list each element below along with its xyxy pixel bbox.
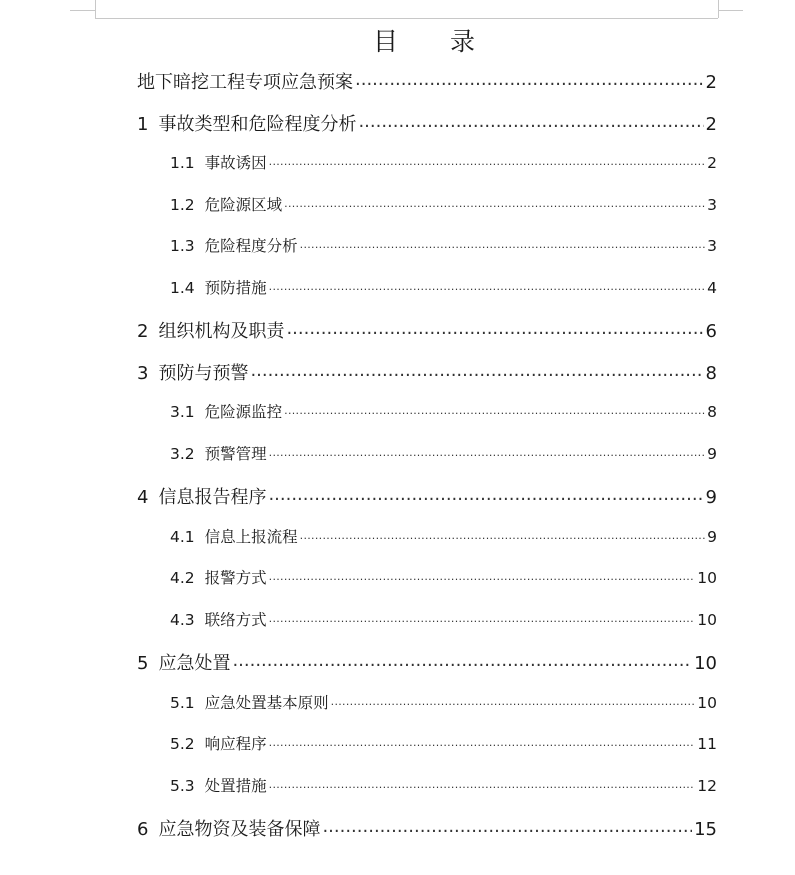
toc-entry-title: 应急物资及装备保障 [158,819,321,840]
toc-entry-title: 地下暗挖工程专项应急预案 [137,72,353,93]
toc-entry-page-number: 10 [697,610,717,629]
toc-dot-leader [300,526,705,542]
toc-entry-title: 事故类型和危险程度分析 [158,113,357,135]
toc-entry[interactable] [170,608,717,630]
toc-dot-leader [269,734,696,750]
page-crop-mark [718,0,719,18]
toc-entry-title: 预防与预警 [158,362,249,384]
toc-entry[interactable] [137,110,717,136]
toc-entry-page-number: 9 [705,487,717,508]
toc-entry[interactable] [170,691,717,713]
toc-entry[interactable] [170,400,717,422]
toc-entry-number: 5.2 [170,735,195,753]
toc-dot-leader [284,402,705,418]
page-crop-mark [718,10,743,11]
toc-entry-number: 5.1 [170,693,195,712]
toc-entry-number: 4.2 [170,569,195,587]
toc-entry[interactable] [137,815,717,841]
toc-entry-page-number: 2 [705,72,717,93]
toc-entry[interactable] [137,649,717,675]
toc-entry-number: 6 [137,819,149,840]
page-crop-mark [70,10,95,11]
toc-entry-page-number: 8 [707,403,717,421]
toc-entry[interactable] [170,774,717,796]
toc-entry-page-number: 9 [707,527,717,546]
toc-entry[interactable] [137,359,717,385]
toc-entry-page-number: 9 [707,444,717,463]
toc-entry[interactable] [170,276,717,298]
page-top-edge [95,18,718,19]
toc-entry-page-number: 11 [697,735,717,753]
toc-entry-page-number: 6 [705,321,717,342]
toc-entry-number: 1.2 [170,195,195,214]
toc-entry-page-number: 12 [697,776,717,795]
toc-entry[interactable] [170,151,717,173]
toc-entry[interactable] [170,525,717,547]
toc-entry-title: 组织机构及职责 [158,321,285,342]
toc-entry-page-number: 8 [705,362,717,384]
toc-entry-title: 事故诱因 [204,154,267,172]
toc-entry-title: 应急处置 [158,653,231,674]
toc-entry-number: 5.3 [170,776,195,795]
toc-dot-leader [269,568,696,584]
toc-dot-leader [331,692,696,708]
toc-entry-title: 处置措施 [204,776,267,795]
toc-entry[interactable] [137,68,717,94]
toc-entry-number: 2 [137,321,149,342]
toc-entry-number: 3.2 [170,444,195,463]
toc-entry-page-number: 10 [697,569,717,587]
toc-entry-number: 5 [137,653,149,674]
toc-entry-number: 3 [137,362,149,384]
toc-entry-number: 4.3 [170,610,195,629]
toc-dot-leader [250,361,703,379]
toc-entry[interactable] [170,193,717,215]
toc-entry-page-number: 3 [707,195,717,214]
toc-dot-leader [269,609,696,625]
toc-entry-title: 联络方式 [204,610,267,629]
toc-entry-page-number: 10 [697,693,717,712]
toc-dot-leader [358,112,703,130]
toc-dot-leader [286,319,703,337]
toc-entry-number: 4.1 [170,527,195,546]
toc-dot-leader [300,236,705,252]
toc-entry-title: 信息上报流程 [204,527,298,546]
toc-dot-leader [269,775,696,791]
toc-title: 目 录 [373,27,497,56]
toc-entry-number: 1.3 [170,237,195,255]
toc-entry[interactable] [137,483,717,509]
toc-entry-number: 3.1 [170,403,195,421]
toc-dot-leader [284,194,705,210]
toc-entry-title: 预防措施 [204,278,267,297]
toc-entry[interactable] [170,442,717,464]
toc-entry[interactable] [170,566,717,588]
page-crop-mark [95,0,96,18]
toc-entry-page-number: 10 [694,653,717,674]
toc-entry-title: 危险源区域 [204,195,283,214]
toc-entry-page-number: 3 [707,237,717,255]
toc-entry-title: 报警方式 [204,569,267,587]
toc-dot-leader [268,485,703,503]
toc-entry-number: 1.1 [170,154,195,172]
toc-entry-number: 1.4 [170,278,195,297]
toc-entry[interactable] [170,234,717,256]
toc-dot-leader [269,443,705,459]
toc-entry-title: 响应程序 [204,735,267,753]
toc-entry-number: 1 [137,113,149,135]
toc-dot-leader [232,651,692,669]
toc-dot-leader [269,153,705,169]
toc-entry-page-number: 15 [694,819,717,840]
toc-entry-title: 信息报告程序 [158,487,267,508]
toc-entry-page-number: 2 [705,113,717,135]
toc-entry-title: 危险源监控 [204,403,283,421]
toc-dot-leader [269,277,705,293]
toc-entry[interactable] [170,732,717,754]
toc-entry-page-number: 2 [707,154,717,172]
toc-dot-leader [355,70,704,88]
toc-entry-title: 应急处置基本原则 [204,693,329,712]
toc-entry-page-number: 4 [707,278,717,297]
toc-entry[interactable] [137,317,717,343]
toc-dot-leader [322,817,692,835]
toc-entry-number: 4 [137,487,149,508]
toc-entry-title: 预警管理 [204,444,267,463]
toc-entry-title: 危险程度分析 [204,237,298,255]
